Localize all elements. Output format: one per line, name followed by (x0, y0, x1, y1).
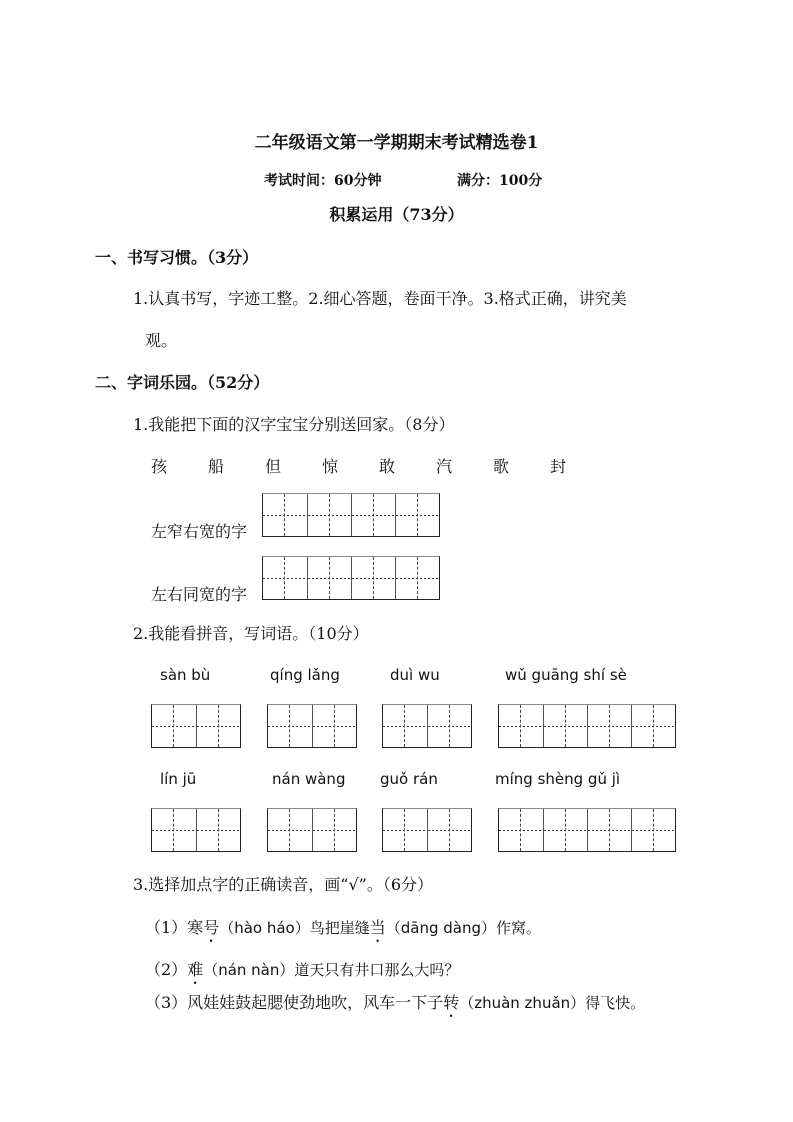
q2-prompt: 2.我能看拼音，写词语。（10分） (133, 624, 369, 643)
char: 惊 (322, 457, 339, 476)
char: 汽 (436, 457, 453, 476)
writing-grid[interactable] (151, 704, 241, 748)
dotted-char: 转 (443, 993, 460, 1012)
section1-text-cont: 观。 (145, 331, 178, 350)
writing-grid[interactable] (382, 704, 472, 748)
writing-grid[interactable] (262, 556, 440, 600)
pinyin: duì wu (390, 666, 440, 684)
text: （2） (145, 960, 188, 979)
char: 但 (265, 457, 282, 476)
text: （hào háo）鸟把崖缝 (219, 919, 370, 937)
dotted-char: 号 (203, 918, 220, 937)
q1-chars (151, 457, 607, 477)
q3-prompt: 3.选择加点字的正确读音，画“√”。（6分） (133, 875, 434, 894)
char: 敢 (379, 457, 396, 476)
q3-sentence-3 (145, 993, 645, 1021)
pinyin: guǒ rán (380, 770, 438, 788)
text: （1）寒 (145, 918, 204, 937)
pinyin: lín jū (160, 770, 197, 788)
exam-score: 满分：100分 (457, 173, 543, 189)
text: （dāng dàng）作窝。 (385, 919, 542, 937)
pinyin: wǔ guāng shí sè (505, 666, 627, 684)
text: （3）风娃娃鼓起腮使劲地吹，风车一下子 (145, 993, 444, 1012)
exam-time: 考试时间：60分钟 (264, 173, 382, 189)
page-title: 二年级语文第一学期期末考试精选卷1 (254, 133, 539, 153)
part-title: 积累运用（73分） (329, 205, 464, 224)
dotted-char: 当 (369, 918, 386, 937)
text: （zhuàn zhuǎn）得飞快。 (459, 994, 646, 1012)
char: 船 (208, 457, 225, 476)
char: 封 (550, 457, 567, 476)
pinyin: sàn bù (160, 666, 211, 684)
dotted-char: 难 (187, 960, 204, 979)
section1-text: 1.认真书写，字迹工整。2.细心答题，卷面干净。3.格式正确，讲究美 (133, 289, 627, 308)
writing-grid[interactable] (151, 808, 241, 852)
label-equal-width: 左右同宽的字 (151, 585, 248, 604)
writing-grid[interactable] (267, 808, 357, 852)
label-narrow-wide: 左窄右宽的字 (151, 522, 248, 541)
char: 孩 (151, 457, 168, 476)
text: （nán nàn）道天只有井口那么大吗？ (203, 961, 460, 979)
pinyin: nán wàng (272, 770, 346, 788)
section2-heading: 二、字词乐园。（52分） (95, 373, 270, 392)
q3-sentence-2 (145, 960, 459, 988)
pinyin: míng shèng gǔ jì (495, 770, 621, 788)
section1-heading: 一、书写习惯。（3分） (95, 248, 259, 267)
pinyin: qíng lǎng (270, 666, 340, 684)
writing-grid[interactable] (498, 808, 676, 852)
q1-prompt: 1.我能把下面的汉字宝宝分别送回家。（8分） (133, 415, 455, 434)
q3-sentence-1 (145, 918, 541, 946)
char: 歌 (493, 457, 510, 476)
writing-grid[interactable] (262, 493, 440, 537)
writing-grid[interactable] (498, 704, 676, 748)
writing-grid[interactable] (382, 808, 472, 852)
writing-grid[interactable] (267, 704, 357, 748)
